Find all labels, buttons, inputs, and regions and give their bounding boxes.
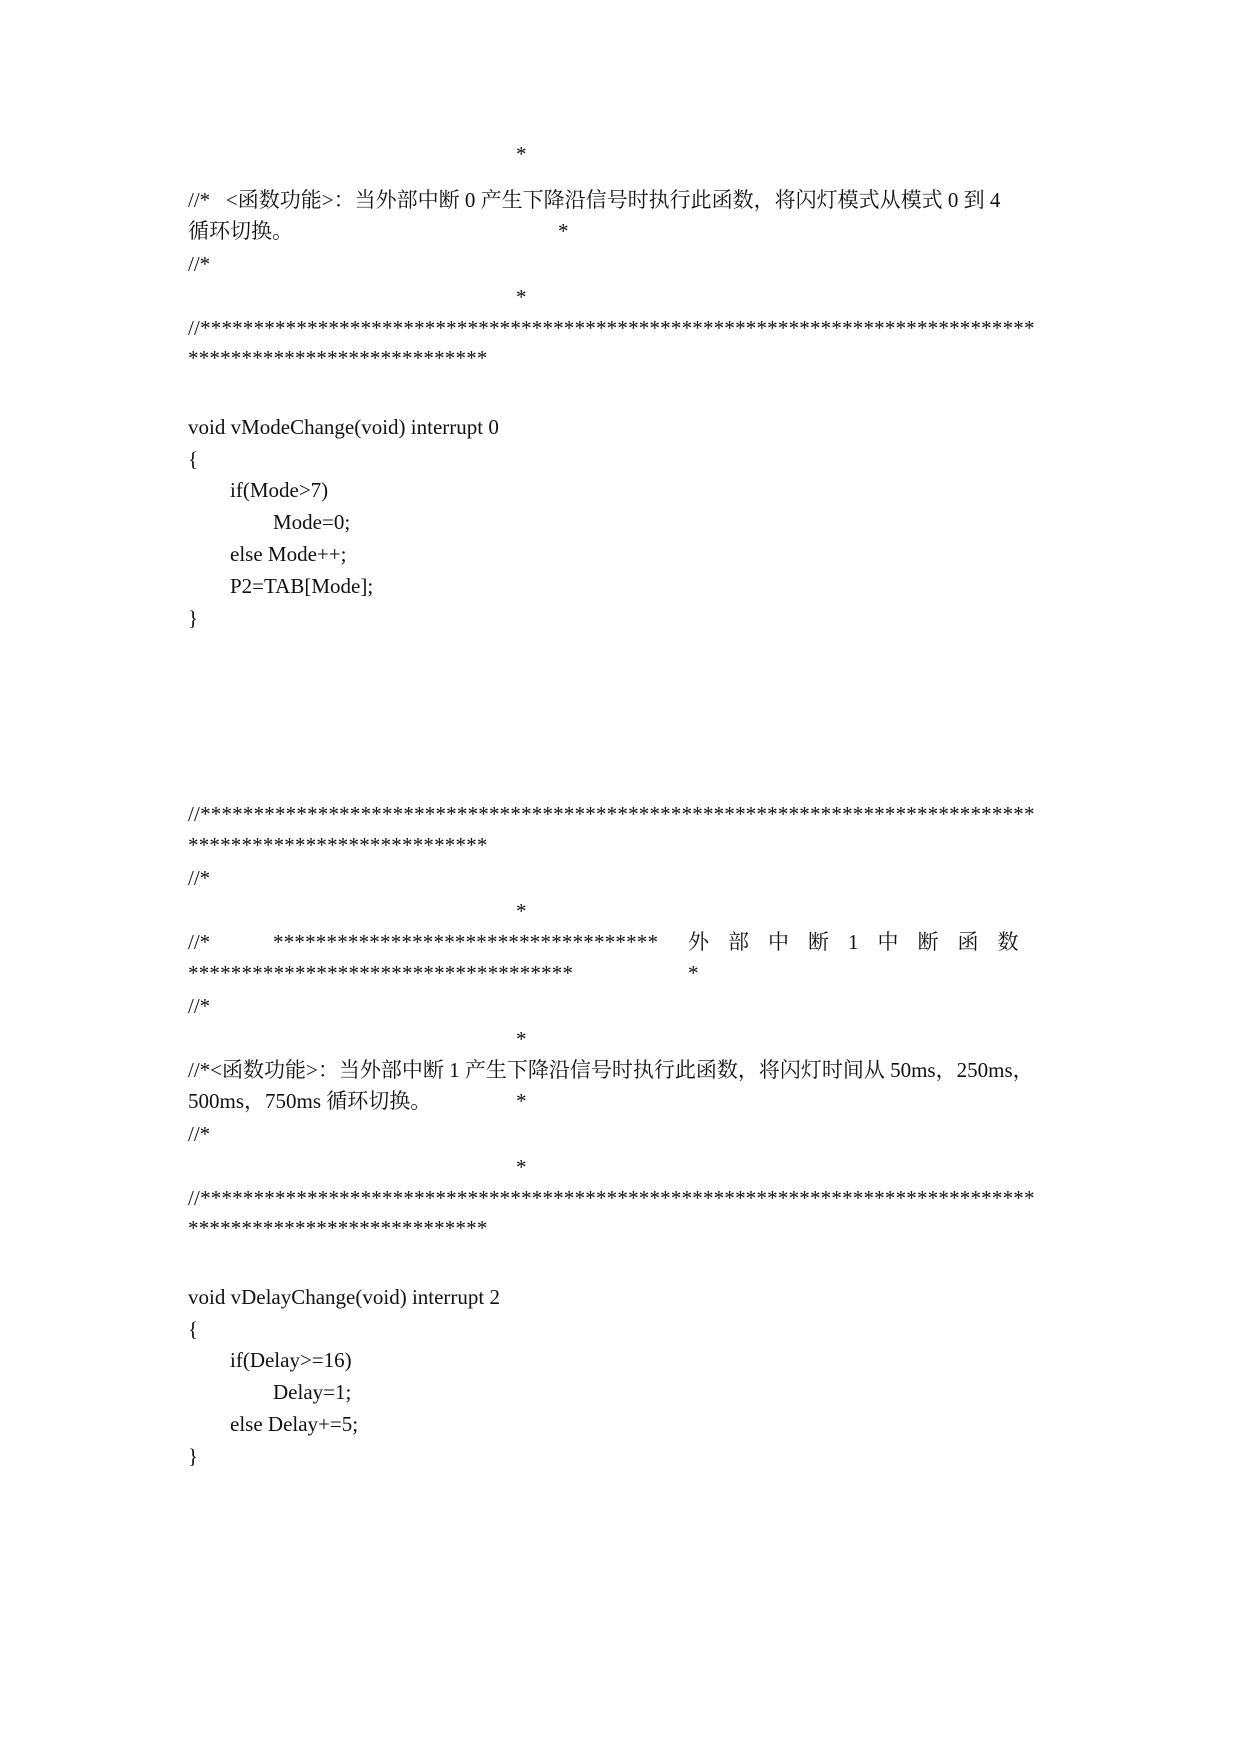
code-line: P2=TAB[Mode];: [230, 574, 374, 598]
code-line: else Mode++;: [230, 542, 347, 566]
title-stars-right: ************************************: [188, 961, 574, 985]
code-line: if(Delay>=16): [230, 1348, 352, 1372]
comment-star: *: [516, 899, 527, 923]
title-stars-left: ************************************: [273, 930, 659, 954]
function-description-continued: 循环切换。: [188, 219, 293, 243]
comment-border: //******************************************************************************: [188, 316, 1035, 340]
code-line: Delay=1;: [273, 1380, 352, 1404]
close-brace: }: [188, 606, 199, 630]
comment-border-continued: ****************************: [188, 833, 488, 857]
comment-marker: //*: [188, 1122, 211, 1146]
code-line: Mode=0;: [273, 510, 351, 534]
comment-border: //******************************************************************************: [188, 1186, 1035, 1210]
comment-marker: //*: [188, 930, 211, 954]
function-signature: void vModeChange(void) interrupt 0: [188, 415, 499, 439]
comment-star: *: [516, 1027, 527, 1051]
comment-star: *: [516, 1089, 527, 1113]
comment-border-continued: ****************************: [188, 346, 488, 370]
close-brace: }: [188, 1444, 199, 1468]
comment-star: *: [688, 961, 699, 985]
comment-marker: //*: [188, 866, 211, 890]
comment-star: *: [516, 1155, 527, 1179]
function-description: //* <函数功能>：当外部中断 0 产生下降沿信号时执行此函数，将闪灯模式从模式 0 到 4: [188, 188, 1001, 212]
open-brace: {: [188, 447, 199, 471]
code-line: else Delay+=5;: [230, 1412, 359, 1436]
comment-star: *: [516, 285, 527, 309]
comment-marker: //*: [188, 252, 211, 276]
comment-border: //******************************************************************************: [188, 802, 1035, 826]
comment-star: *: [516, 142, 527, 166]
code-line: if(Mode>7): [230, 478, 329, 502]
comment-marker: //*: [188, 994, 211, 1018]
section-title: 外部中断1中断函数: [688, 930, 1038, 954]
function-description-continued: 500ms，750ms 循环切换。: [188, 1089, 432, 1113]
function-signature: void vDelayChange(void) interrupt 2: [188, 1285, 501, 1309]
comment-star: *: [558, 219, 569, 243]
function-description: //*<函数功能>：当外部中断 1 产生下降沿信号时执行此函数，将闪灯时间从 50ms，250ms，: [188, 1058, 1034, 1082]
comment-border-continued: ****************************: [188, 1216, 488, 1240]
open-brace: {: [188, 1317, 199, 1341]
